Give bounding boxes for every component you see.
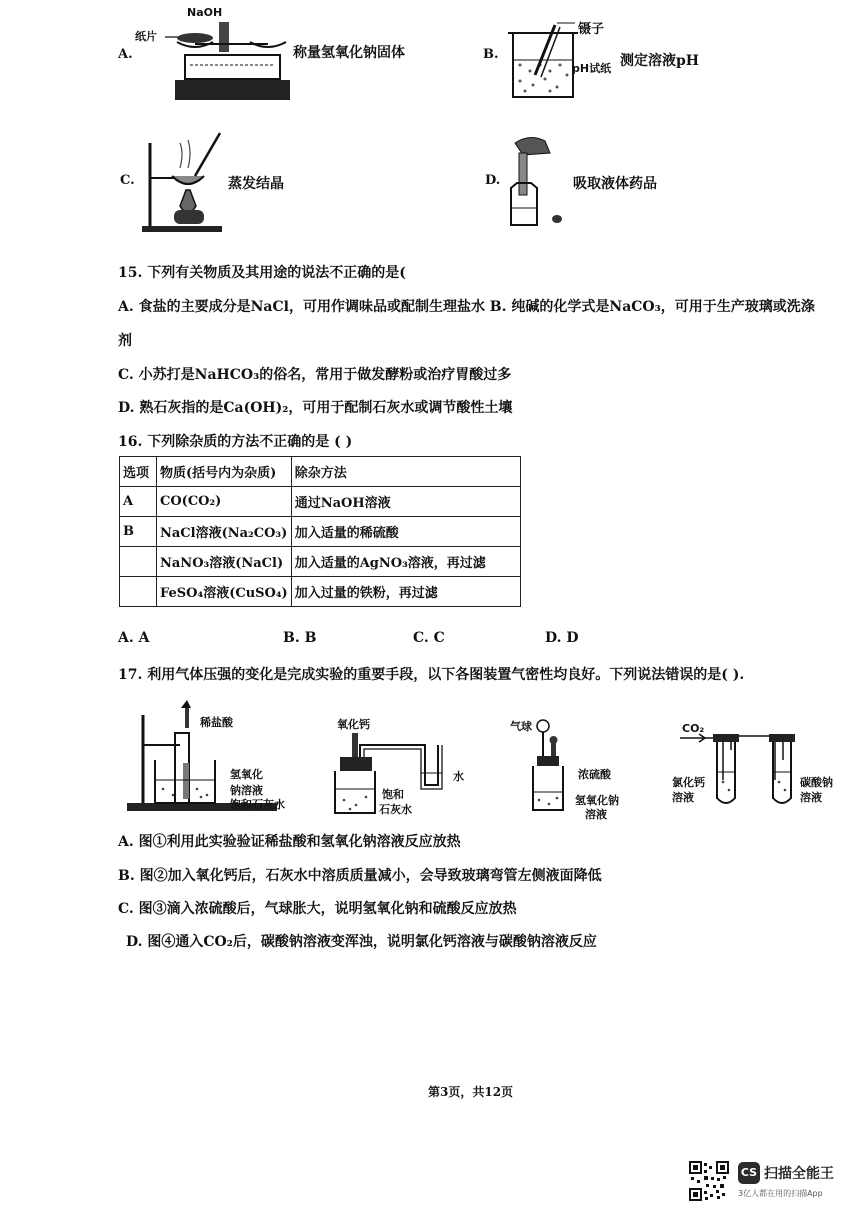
dropper-illustration <box>505 133 575 233</box>
q15-option-d: D. 熟石灰指的是Ca(OH)₂，可用于配制石灰水或调节酸性土壤 <box>118 400 513 416</box>
fig3-naoh-label1: 氢氧化钠 <box>575 794 619 807</box>
fig2-limewater-label2: 石灰水 <box>379 803 412 816</box>
camscanner-logo: CS <box>738 1162 760 1184</box>
fig2-limewater-label1: 饱和 <box>382 788 404 801</box>
q17-stem: 17. 利用气体压强的变化是完成实验的重要手段，以下各图装置气密性均良好。下列说法错误的是( ). <box>118 667 745 683</box>
fig2-water-label: 水 <box>453 770 464 783</box>
table-header-row <box>120 457 521 487</box>
q14-option-c-letter: C. <box>120 173 135 188</box>
fig4-co2-label: CO₂ <box>682 722 705 735</box>
table-row <box>120 517 521 547</box>
header-substance: 物质(括号内为杂质) <box>157 457 292 487</box>
row-substance: FeSO₄溶液(CuSO₄) <box>157 577 292 607</box>
q14-option-c-text: 蒸发结晶 <box>228 176 284 192</box>
q14-option-d-text: 吸取液体药品 <box>573 176 657 192</box>
fig1-naoh-label1: 氢氧化 <box>230 768 263 781</box>
fig4-na2co3-label2: 溶液 <box>800 791 822 804</box>
evaporation-illustration <box>140 128 230 238</box>
balance-illustration <box>135 0 295 105</box>
watermark-app-name: 扫描全能王 <box>764 1166 834 1182</box>
table-row <box>120 577 521 607</box>
fig4-cacl2-label2: 溶液 <box>672 791 694 804</box>
fig1-limewater-label: 饱和石灰水 <box>230 798 285 811</box>
row-method: 加入适量的稀硫酸 <box>291 517 520 547</box>
q17-option-d: D. 图④通入CO₂后，碳酸钠溶液变浑浊，说明氯化钙溶液与碳酸钠溶液反应 <box>126 934 597 950</box>
fig3-balloon-label: 气球 <box>510 720 532 733</box>
page-number: 第3页，共12页 <box>428 1085 514 1099</box>
q16-choice-d: D. D <box>545 630 579 646</box>
row-method: 通过NaOH溶液 <box>291 487 520 517</box>
q16-table <box>119 456 521 607</box>
q15-option-a-line1: A. 食盐的主要成分是NaCl，可用作调味品或配制生理盐水 B. 纯碱的化学式是NaCO₃，可用于生产玻璃或洗涤 <box>118 299 815 315</box>
naoh-label: NaOH <box>187 6 223 19</box>
watermark-tagline: 3亿人都在用的扫描App <box>738 1189 823 1198</box>
fig3-h2so4-label: 浓硫酸 <box>578 768 611 781</box>
q14-option-a-letter: A. <box>118 47 133 62</box>
row-method: 加入过量的铁粉，再过滤 <box>291 577 520 607</box>
fig1-hcl-label: 稀盐酸 <box>200 716 233 729</box>
q16-choice-c: C. C <box>413 630 445 646</box>
row-option: A <box>120 487 157 517</box>
row-substance: NaCl溶液(Na₂CO₃) <box>157 517 292 547</box>
q17-option-b: B. 图②加入氧化钙后，石灰水中溶质质量减小，会导致玻璃弯管左侧液面降低 <box>118 868 602 884</box>
q15-option-a-line2: 剂 <box>118 333 132 349</box>
row-option <box>120 547 157 577</box>
q16-stem: 16. 下列除杂质的方法不正确的是 ( ) <box>118 434 353 450</box>
row-method: 加入适量的AgNO₃溶液，再过滤 <box>291 547 520 577</box>
tweezers-label: 镊子 <box>578 22 605 37</box>
q14-option-b-letter: B. <box>483 47 499 62</box>
paper-label: 纸片 <box>135 30 157 43</box>
fig2-cao-label: 氧化钙 <box>337 718 370 731</box>
q15-stem: 15. 下列有关物质及其用途的说法不正确的是( <box>118 265 406 281</box>
q14-option-a-text: 称量氢氧化钠固体 <box>293 45 405 61</box>
q17-option-c: C. 图③滴入浓硫酸后，气球胀大，说明氢氧化钠和硫酸反应放热 <box>118 901 517 917</box>
row-substance: NaNO₃溶液(NaCl) <box>157 547 292 577</box>
fig1-naoh-label2: 钠溶液 <box>230 784 263 797</box>
q16-choice-a: A. A <box>118 630 150 646</box>
q15-option-c: C. 小苏打是NaHCO₃的俗名，常用于做发酵粉或治疗胃酸过多 <box>118 367 512 383</box>
row-substance: CO(CO₂) <box>157 487 292 517</box>
header-method: 除杂方法 <box>291 457 520 487</box>
q17-option-a: A. 图①利用此实验验证稀盐酸和氢氧化钠溶液反应放热 <box>118 834 461 850</box>
q14-option-d-letter: D. <box>485 173 501 188</box>
q16-choice-b: B. B <box>283 630 317 646</box>
ph-paper-label: pH试纸 <box>572 62 612 75</box>
table-row <box>120 487 521 517</box>
row-option <box>120 577 157 607</box>
qr-code-icon <box>689 1161 729 1201</box>
fig3-naoh-label2: 溶液 <box>585 808 607 821</box>
fig4-cacl2-label1: 氯化钙 <box>672 776 705 789</box>
q14-option-b-text: 测定溶液pH <box>620 53 700 69</box>
fig4-na2co3-label1: 碳酸钠 <box>800 776 833 789</box>
row-option: B <box>120 517 157 547</box>
table-row <box>120 547 521 577</box>
header-option: 选项 <box>120 457 157 487</box>
